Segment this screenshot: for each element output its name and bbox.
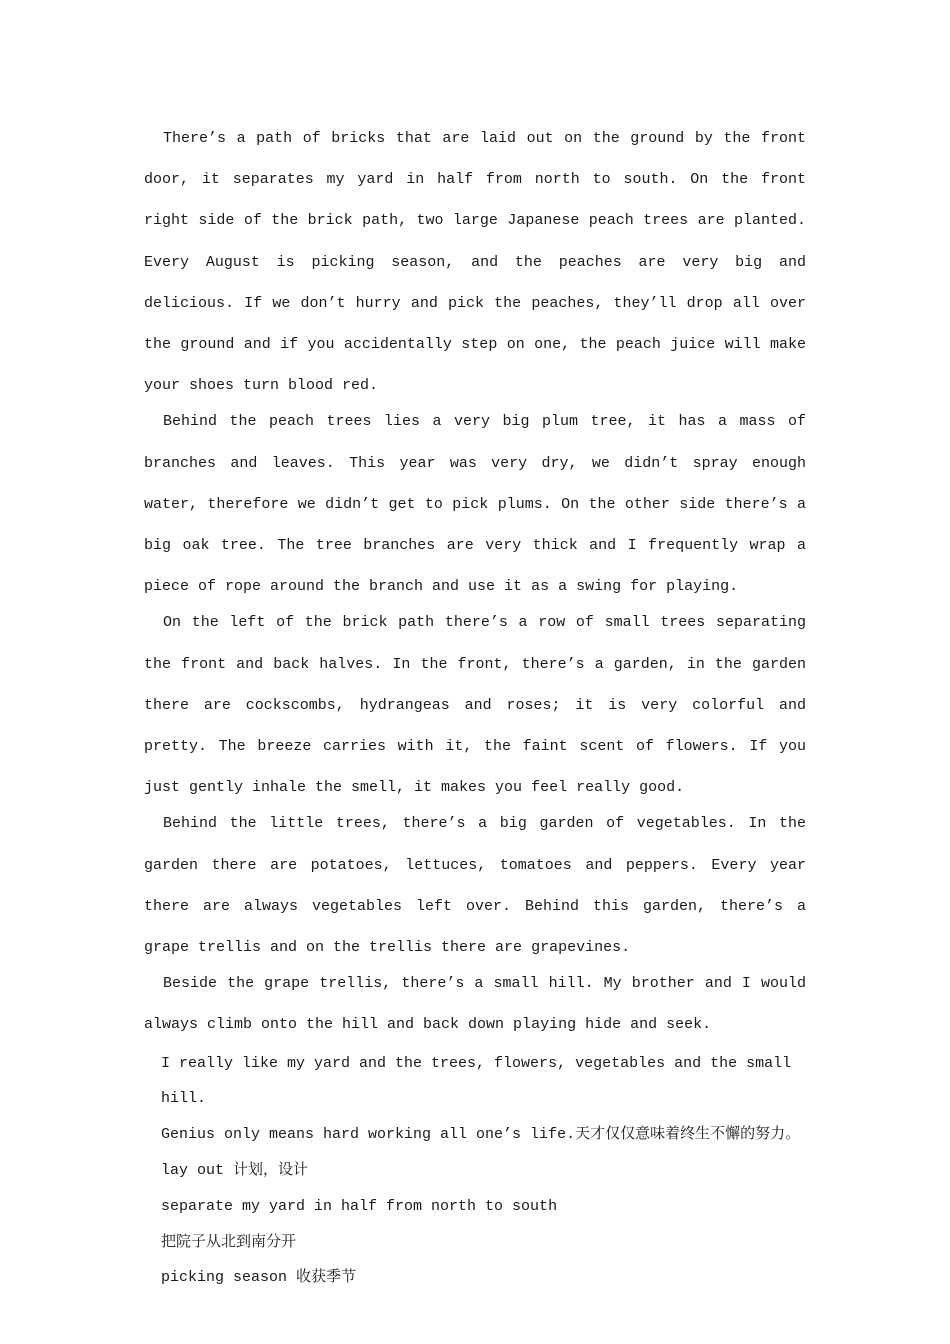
paragraph-front-path: There’s a path of bricks that are laid out on the ground by the front door, it separates my yard in half from north to south. On the front right side of the brick path, two large Japanese peach trees are planted. Every August is picking season, and the peaches are very big and delicious. If we don’t hurry and pick the peaches, they’ll drop all over the ground and if you accidentally step on one, the peach juice will make your shoes turn blood red. bbox=[144, 130, 806, 395]
note-line: Genius only means hard working all one’s life.天才仅仅意味着终生不懈的努力。 bbox=[161, 1126, 801, 1144]
note-line: separate my yard in half from north to south bbox=[161, 1197, 558, 1215]
note-line: 把院子从北到南分开 bbox=[161, 1233, 297, 1251]
note-line: I really like my yard and the trees, flowers, vegetables and the small hill. bbox=[161, 1054, 792, 1108]
note-line: lay out 计划，设计 bbox=[161, 1162, 309, 1180]
document-body bbox=[144, 118, 806, 1296]
note-line: picking season 收获季节 bbox=[161, 1269, 357, 1287]
paragraph-small-hill: Beside the grape trellis, there’s a small hill. My brother and I would always climb onto the hill and back down playing hide and seek. bbox=[144, 975, 806, 1034]
paragraph-vegetable-garden: Behind the little trees, there’s a big garden of vegetables. In the garden there are potatoes, lettuces, tomatoes and peppers. Every year there are always vegetables left over. Behind this garden, there’s a grape trellis and on the trellis there are grapevines. bbox=[144, 815, 806, 957]
paragraph-small-trees: On the left of the brick path there’s a row of small trees separating the front and back halves. In the front, there’s a garden, in the garden there are cockscombs, hydrangeas and roses; it is very colorful and pretty. The breeze carries with it, the faint scent of flowers. If you just gently inhale the smell, it makes you feel really good. bbox=[144, 614, 806, 797]
paragraph-plum-tree: Behind the peach trees lies a very big plum tree, it has a mass of branches and leaves. This year was very dry, we didn’t spray enough water, therefore we didn’t get to pick plums. On the other side there’s a big oak tree. The tree branches are very thick and I frequently wrap a piece of rope around the branch and use it as a swing for playing. bbox=[144, 413, 806, 596]
